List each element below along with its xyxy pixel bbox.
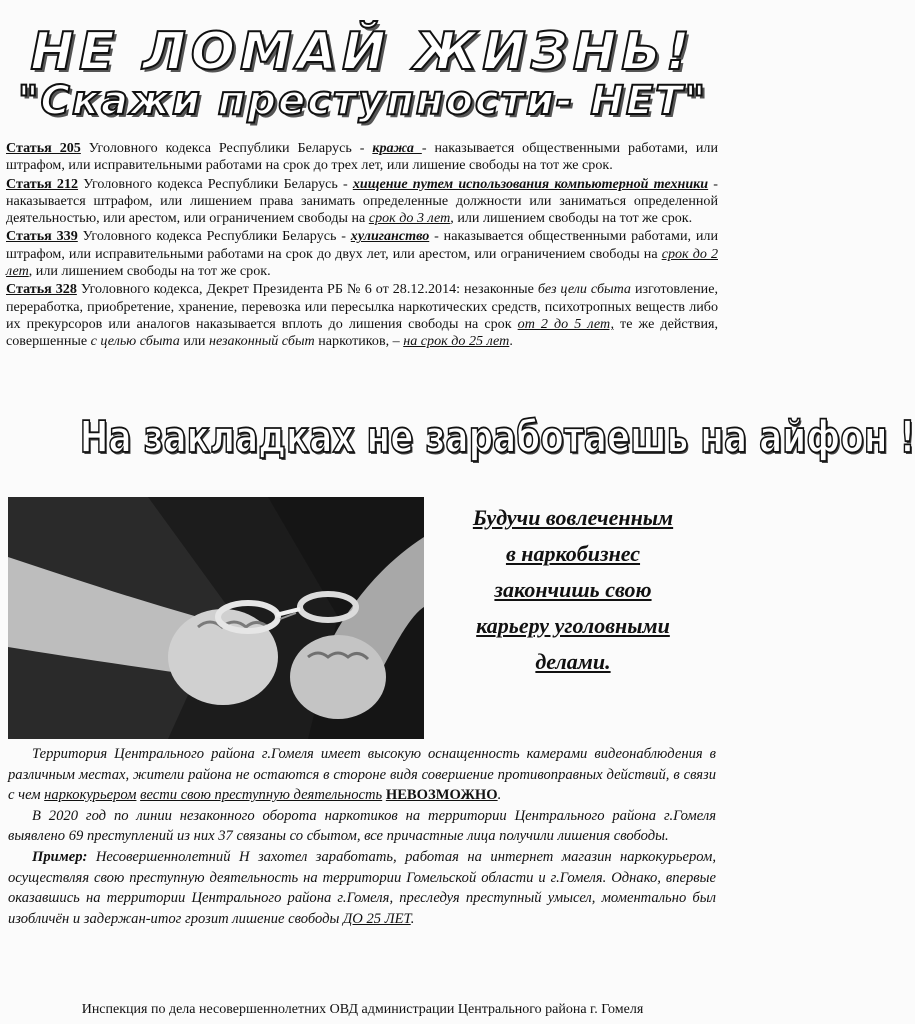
caption-line: делами. [535, 649, 611, 674]
emphasis-impossible: НЕВОЗМОЖНО [385, 787, 498, 804]
footer-signature: Инспекция по дела несовершеннолетних ОВД администрации Центрального района г. Гомеля [81, 1002, 644, 1017]
paragraph-statistics: В 2020 год по линии незаконного оборота наркотиков на территории Центрального района г.Гомеля выявлено 69 преступлений из них 37 связаны со сбытом, все причастные лица получили лишения свободы. [8, 807, 716, 845]
paragraph-example: Пример: Несовершеннолетний Н захотел заработать, работая на интернет магазин наркокурьером, осуществляя свою преступную деятельность на территории Гомельской области и г.Гомеля. Однако, впервые оказавшись на территории Центрального района г.Гомеля, преследуя преступный умысел, моментально был изобличён и задержан-итог грозит лишение свободы ДО 25 ЛЕТ. [8, 848, 716, 927]
handcuffs-photo [8, 497, 424, 739]
slogan: На закладках не заработаешь на айфон ! [79, 412, 915, 463]
subtitle: "Скажи преступности- НЕТ" [17, 78, 708, 124]
article-term: срок до 2 лет [6, 245, 718, 280]
article-term: срок до 3 лет [368, 210, 451, 227]
main-title: НЕ ЛОМАЙ ЖИЗНЬ! [30, 22, 695, 82]
article-212: Статья 212 Уголовного кодекса Республики Беларусь - хищение путем использования компьютерной техники - наказывается штрафом, или лишением права занимать определенные должности или заниматься определенной деятельностью, или арестом, или ограничением свободы на срок до 3 лет, или лишением свободы на тот же срок. [6, 175, 719, 227]
article-keyword: хищение путем использования компьютерной техники [352, 175, 709, 192]
bottom-text [8, 744, 716, 929]
article-label: Статья 205 [6, 140, 81, 156]
handcuffs-image [8, 497, 424, 739]
caption-line: закончишь свою [494, 577, 652, 602]
caption-line: Будучи вовлеченным [472, 505, 674, 530]
article-label: Статья 339 [6, 228, 78, 245]
caption-line: в наркобизнес [505, 541, 641, 566]
article-keyword: хулиганство [350, 228, 430, 245]
article-term: от 2 до 5 лет, [517, 315, 614, 332]
article-label: Статья 328 [6, 281, 77, 298]
article-205: Статья 205 Уголовного кодекса Республики Беларусь - кража - наказывается общественными работами, или штрафом, или исправительными работами на срок до трех лет, или лишение свободы на тот же срок. [6, 140, 718, 174]
article-term: на срок до 25 лет [403, 333, 510, 350]
article-label: Статья 212 [6, 175, 79, 192]
photo-caption [428, 500, 718, 680]
paragraph-surveillance: Территория Центрального района г.Гомеля имеет высокую оснащенность камерами видеонаблюдения в различным местах, жители района не остаются в стороне видя совершение противоправных действий, в связи с чем наркокурьером вести свою преступную деятельность НЕВОЗМОЖНО. [8, 746, 716, 804]
article-328: Статья 328 Уголовного кодекса, Декрет Президента РБ № 6 от 28.12.2014: незаконные без цели сбыта изготовление, переработка, приобретение, хранение, перевозка или пересылка наркотических средств, психотропных веществ либо их прекурсоров или аналогов наказывается вплоть до лишения свободы на срок от 2 до 5 лет, те же действия, совершенные с целью сбыта или незаконный сбыт наркотиков, – на срок до 25 лет. [6, 281, 718, 350]
article-339: Статья 339 Уголовного кодекса Республики Беларусь - хулиганство - наказывается общественными работами, или штрафом, или исправительными работами на срок до двух лет, или арестом, или ограничением свободы на срок до 2 лет, или лишением свободы на тот же срок. [6, 228, 718, 280]
articles-block [6, 140, 718, 352]
caption-line: карьеру уголовными [476, 613, 670, 638]
article-keyword: кража [372, 140, 422, 156]
